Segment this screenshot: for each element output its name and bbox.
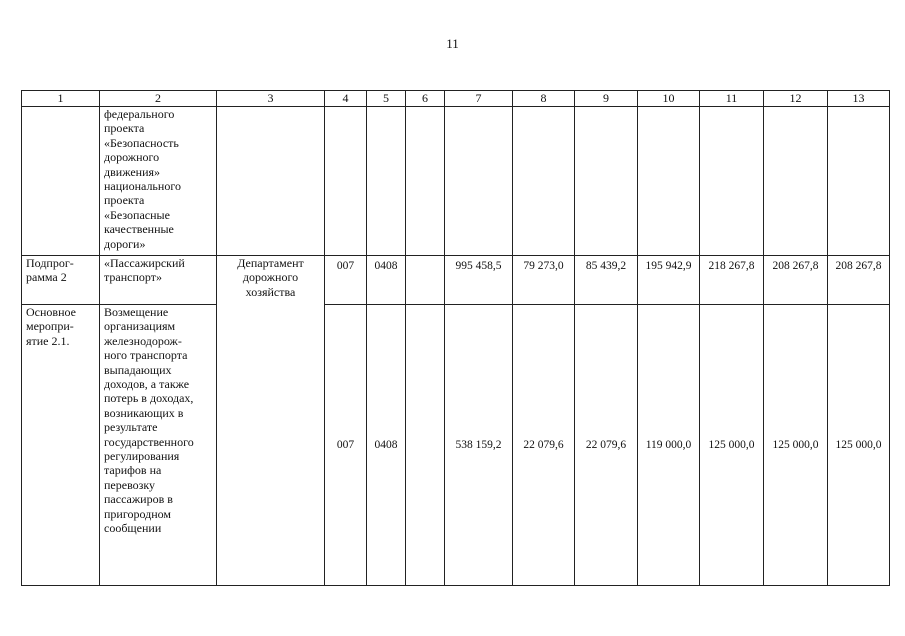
cell-col7: 538 159,2 [445, 305, 513, 586]
text-line: возникающих в [104, 405, 184, 420]
column-header: 2 [100, 91, 217, 107]
text-line: железнодорож- [104, 333, 182, 348]
text-line: проекта [104, 121, 145, 136]
text-line: пригородном [104, 506, 172, 521]
text-line: доходов, а также [104, 377, 190, 392]
cell-col8 [513, 107, 575, 256]
cell-col5: 0408 [367, 305, 406, 586]
cell-col13 [828, 107, 890, 256]
cell-item-name [100, 305, 217, 586]
text-line: пассажиров в [104, 492, 173, 507]
cell-col11 [700, 107, 764, 256]
column-header: 8 [513, 91, 575, 107]
cell-col11: 218 267,8 [700, 256, 764, 305]
text-line: транспорт» [104, 270, 162, 285]
text-line: «Безопасные [104, 207, 170, 222]
cell-col9: 22 079,6 [575, 305, 638, 586]
text-line: перевозку [104, 477, 156, 492]
column-header: 1 [22, 91, 100, 107]
text-line: рамма 2 [26, 270, 67, 285]
column-header: 3 [217, 91, 325, 107]
cell-col8: 22 079,6 [513, 305, 575, 586]
text-line: дороги» [104, 236, 146, 251]
cell-col4: 007 [325, 256, 367, 305]
text-line: организациям [104, 319, 176, 334]
cell-col10 [638, 107, 700, 256]
cell-col12: 208 267,8 [764, 256, 828, 305]
table-header-row [22, 91, 890, 107]
cell-col12 [764, 107, 828, 256]
cell-col6 [406, 305, 445, 586]
column-header: 6 [406, 91, 445, 107]
text-line: «Пассажирский [104, 256, 185, 270]
cell-col7: 995 458,5 [445, 256, 513, 305]
text-line: движения» [104, 164, 161, 179]
text-line: Департамент [237, 256, 304, 270]
cell-col9 [575, 107, 638, 256]
text-line: ятие 2.1. [26, 333, 70, 348]
cell-col12: 125 000,0 [764, 305, 828, 586]
text-line: Основное [26, 305, 76, 319]
budget-table [21, 90, 890, 586]
table-row [22, 107, 890, 256]
text-line: дорожного [104, 150, 160, 165]
cell-col6 [406, 107, 445, 256]
text-line: хозяйства [245, 284, 296, 299]
column-header: 11 [700, 91, 764, 107]
column-header: 12 [764, 91, 828, 107]
text-line: федерального [104, 107, 175, 121]
text-line: проекта [104, 193, 145, 208]
text-line: Подпрог- [26, 256, 74, 270]
column-header: 5 [367, 91, 406, 107]
column-header: 4 [325, 91, 367, 107]
text-line: «Безопасность [104, 135, 179, 150]
cell-col9: 85 439,2 [575, 256, 638, 305]
text-line: тарифов на [104, 463, 162, 478]
text-line: сообщении [104, 521, 162, 536]
cell-col6 [406, 256, 445, 305]
text-line: ного транспорта [104, 348, 188, 363]
cell-col4: 007 [325, 305, 367, 586]
page-number: 11 [446, 36, 459, 51]
cell-item-code [22, 305, 100, 586]
text-line: дорожного [242, 270, 299, 285]
column-header: 7 [445, 91, 513, 107]
cell-col11: 125 000,0 [700, 305, 764, 586]
column-header: 13 [828, 91, 890, 107]
cell-col4 [325, 107, 367, 256]
cell-responsible [217, 107, 325, 256]
cell-col13: 208 267,8 [828, 256, 890, 305]
table-row [22, 256, 890, 305]
column-header: 9 [575, 91, 638, 107]
cell-item-code [22, 256, 100, 305]
column-header: 10 [638, 91, 700, 107]
text-line: качественные [104, 222, 174, 237]
cell-col8: 79 273,0 [513, 256, 575, 305]
cell-col10: 195 942,9 [638, 256, 700, 305]
cell-col10: 119 000,0 [638, 305, 700, 586]
cell-responsible [217, 256, 325, 586]
text-line: меропри- [26, 319, 74, 334]
text-line: национального [104, 179, 181, 194]
cell-col13: 125 000,0 [828, 305, 890, 586]
cell-item-code [22, 107, 100, 256]
cell-col7 [445, 107, 513, 256]
cell-item-name [100, 107, 217, 256]
text-line: государственного [104, 434, 194, 449]
cell-item-name [100, 256, 217, 305]
cell-col5: 0408 [367, 256, 406, 305]
text-line: потерь в доходах, [104, 391, 194, 406]
text-line: результате [104, 420, 158, 435]
text-line: выпадающих [104, 362, 172, 377]
table-row [22, 305, 890, 586]
text-line: Возмещение [104, 305, 169, 319]
text-line: регулирования [104, 449, 180, 464]
cell-col5 [367, 107, 406, 256]
